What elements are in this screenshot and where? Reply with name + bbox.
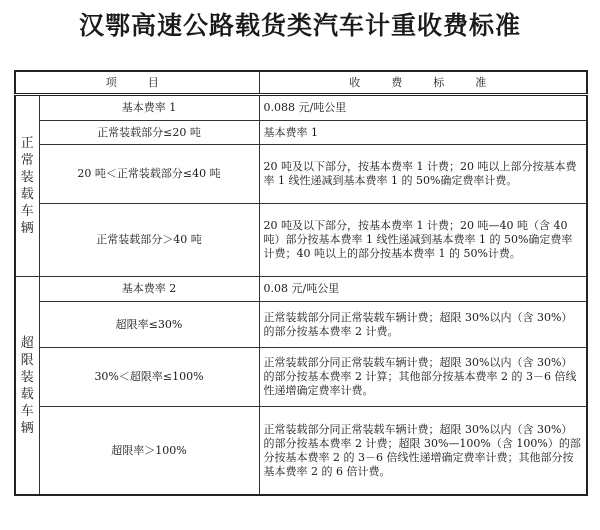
header-item: 项 目 (15, 71, 259, 95)
item-cell: 正常装载部分≤20 吨 (39, 121, 259, 145)
table-row (15, 348, 587, 407)
item-cell: 基本费率 2 (39, 277, 259, 302)
item-cell: 基本费率 1 (39, 95, 259, 121)
table-row (15, 302, 587, 348)
standard-cell: 20 吨及以下部分，按基本费率 1 计费；20 吨以上部分按基本费率 1 线性递减到基本费率 1 的 50%确定费率计费。 (259, 145, 587, 204)
item-cell: 20 吨＜正常装载部分≤40 吨 (39, 145, 259, 204)
standard-cell: 正常装载部分同正常装载车辆计费；超限 30%以内（含 30%）的部分按基本费率 2 计费；超限 30%—100%（含 100%）的部分按基本费率 2 的 3－6 倍线性递增确定费率计费；其他部分按基本费率 2 的 6 倍计费。 (259, 407, 587, 496)
item-cell: 30%＜超限率≤100% (39, 348, 259, 407)
table-header-row (15, 71, 587, 95)
item-cell: 正常装载部分＞40 吨 (39, 204, 259, 277)
header-standard: 收 费 标 准 (259, 71, 587, 95)
group-label-overload-text: 超限装载车辆 (20, 335, 34, 436)
table-row (15, 277, 587, 302)
table-row (15, 407, 587, 496)
group-label-normal-text: 正常装载车辆 (20, 136, 34, 236)
fee-standard-table (14, 70, 588, 496)
table-row (15, 121, 587, 145)
table-row (15, 145, 587, 204)
standard-cell: 正常装载部分同正常装载车辆计费；超限 30%以内（含 30%）的部分按基本费率 2 计算；其他部分按基本费率 2 的 3－6 倍线性递增确定费率计费。 (259, 348, 587, 407)
standard-cell: 基本费率 1 (259, 121, 587, 145)
table-row (15, 95, 587, 121)
item-cell: 超限率≤30% (39, 302, 259, 348)
table-row (15, 204, 587, 277)
standard-cell: 20 吨及以下部分，按基本费率 1 计费；20 吨—40 吨（含 40 吨）部分按基本费率 1 线性递减到基本费率 1 的 50%确定费率计费；40 吨以上的部分按基本费率 1 的 50%计费。 (259, 204, 587, 277)
standard-cell: 0.088 元/吨公里 (259, 95, 587, 121)
page-title: 汉鄂高速公路载货类汽车计重收费标准 (78, 11, 521, 40)
group-label-overload (15, 277, 39, 496)
group-label-normal (15, 95, 39, 277)
item-cell: 超限率＞100% (39, 407, 259, 496)
standard-cell: 正常装载部分同正常装载车辆计费；超限 30%以内（含 30%）的部分按基本费率 2 计费。 (259, 302, 587, 348)
standard-cell: 0.08 元/吨公里 (259, 277, 587, 302)
